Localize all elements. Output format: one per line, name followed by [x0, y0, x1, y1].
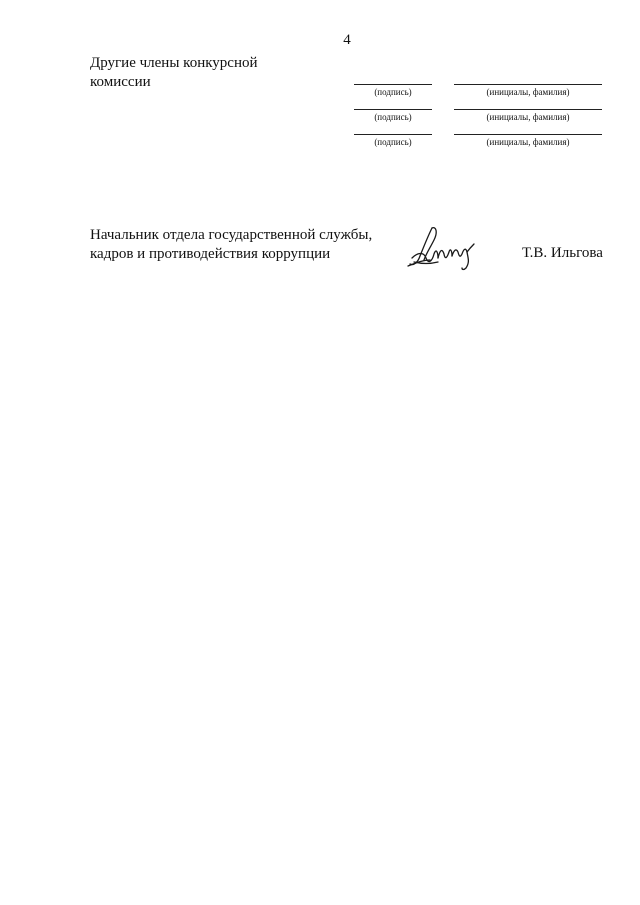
commission-members-label: Другие члены конкурсной комиссии: [90, 55, 258, 90]
head-of-department-title: [90, 226, 390, 264]
signature-caption: (подпись): [354, 134, 432, 148]
signature-caption: (подпись): [354, 109, 432, 123]
title-line: Начальник отдела государственной службы,: [90, 227, 373, 243]
title-line: кадров и противодействия коррупции: [90, 246, 331, 262]
signature-row: [354, 84, 602, 109]
page-number: 4: [343, 32, 351, 48]
signer-name: Т.В. Ильгова: [522, 245, 603, 261]
signature-row: [354, 134, 602, 159]
name-caption: (инициалы, фамилия): [454, 84, 602, 98]
signature-lines: [354, 84, 602, 159]
name-caption: (инициалы, фамилия): [454, 109, 602, 123]
name-caption: (инициалы, фамилия): [454, 134, 602, 148]
signature-caption: (подпись): [354, 84, 432, 98]
signature-row: [354, 109, 602, 134]
handwritten-signature: [404, 222, 480, 272]
